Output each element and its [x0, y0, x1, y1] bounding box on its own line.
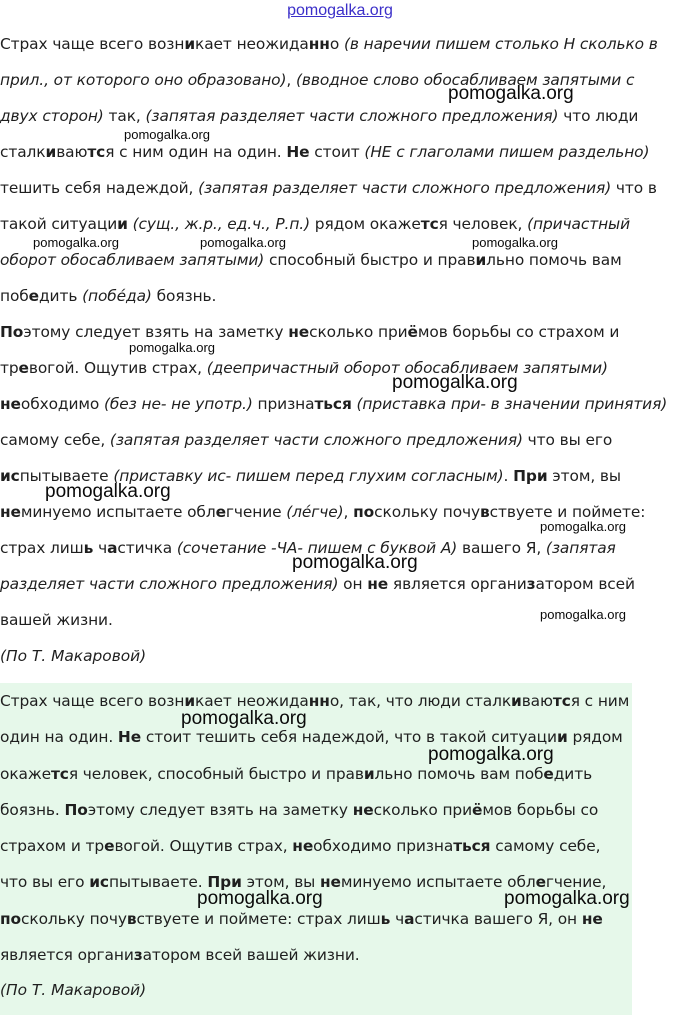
grammar-comment: (причастный оборот обосабливаем запятыми): [0, 215, 631, 269]
watermark: pomogalka.org: [129, 340, 215, 355]
watermark: pomogalka.org: [45, 481, 171, 502]
grammar-comment: (приставка при- в значении принятия): [356, 395, 668, 413]
grammar-comment: (вводное слово обосабливаем запятыми с двух сторон): [0, 71, 635, 125]
paragraph-1: Страх чаще всего возникает неожиданно (в наречии пишем столько Н сколько в прил., от которого оно образовано), (вводное слово обосабливаем запятыми с двух сторон) так, (запятая разделяет части сложного предложения) что люди сталкиваются с ним один на один. Не стоит (НЕ с глаголами пишем раздельно) тешить себя надеждой, (запятая разделяет части сложного предложения) что в такой ситуации (сущ., ж.р., ед.ч., Р.п.) рядом окажется человек, (причастный оборот обосабливаем запятыми) способный быстро и правильно помочь вам победить (побе́да) боязнь.: [0, 35, 658, 305]
answer-block: [0, 683, 632, 1015]
grammar-comment: (приставку ис- пишем перед глухим согласным): [113, 467, 504, 485]
grammar-comment: (побе́да): [82, 287, 152, 305]
source-attribution: (По Т. Макаровой): [0, 647, 147, 665]
grammar-comment: (деепричастный оборот обосабливаем запятыми): [206, 359, 608, 377]
grammar-comment: (ле́гче): [286, 503, 344, 521]
watermark: pomogalka.org: [197, 888, 323, 909]
watermark: pomogalka.org: [448, 83, 574, 104]
answer-source-attribution: (По Т. Макаровой): [0, 981, 147, 999]
site-link[interactable]: pomogalka.org: [287, 2, 393, 19]
grammar-comment: (в наречии пишем столько Н сколько в прил., от которого оно образовано): [0, 35, 658, 89]
grammar-comment: (запятая разделяет части сложного предложения): [109, 431, 523, 449]
watermark: pomogalka.org: [292, 552, 418, 573]
watermark: pomogalka.org: [181, 708, 307, 729]
analysis-text: [0, 26, 676, 638]
grammar-comment: (без не- не употр.): [103, 395, 253, 413]
watermark: pomogalka.org: [428, 744, 554, 765]
grammar-comment: (сущ., ж.р., ед.ч., Р.п.): [132, 215, 310, 233]
watermark: pomogalka.org: [124, 127, 210, 142]
watermark: pomogalka.org: [200, 235, 286, 250]
watermark: pomogalka.org: [504, 888, 630, 909]
paragraph-2: Поэтому следует взять на заметку несколько приёмов борьбы со страхом и тревогой. Ощутив страх, (деепричастный оборот обосабливаем запятыми) необходимо (без не- не употр.) признаться (приставка при- в значении принятия) самому себе, (запятая разделяет части сложного предложения) что вы его испытываете (приставку ис- пишем перед глухим согласным). При этом, вы неминуемо испытаете облегчение (ле́гче), поскольку почувствуете и поймете: страх лишь частичка (сочетание -ЧА- пишем с буквой А) вашего Я, (запятая разделяет части сложного предложения) он не является организатором всей вашей жизни.: [0, 323, 668, 629]
watermark: pomogalka.org: [540, 519, 626, 534]
watermark: pomogalka.org: [33, 235, 119, 250]
grammar-comment: (запятая разделяет части сложного предложения): [0, 539, 616, 593]
watermark: pomogalka.org: [472, 235, 558, 250]
grammar-comment: (сочетание -ЧА- пишем с буквой А): [176, 539, 458, 557]
answer-paragraph: Страх чаще всего возникает неожиданно, так, что люди сталкиваются с ним один на один. Не стоит тешить себя надеждой, что в такой ситуации рядом окажется человек, способный быстро и правильно помочь вам победить боязнь. Поэтому следует взять на заметку несколько приёмов борьбы со страхом и тревогой. Ощутив страх, необходимо признаться самому себе, что вы его испытываете. При этом, вы неминуемо испытаете облегчение, поскольку почувствуете и поймете: страх лишь частичка вашего Я, он не является организатором всей вашей жизни.: [0, 692, 630, 965]
answer-text: [0, 683, 630, 973]
watermark: pomogalka.org: [392, 372, 518, 393]
grammar-comment: (НЕ с глаголами пишем раздельно): [364, 143, 650, 161]
watermark: pomogalka.org: [540, 607, 626, 622]
grammar-comment: (запятая разделяет части сложного предложения): [198, 179, 612, 197]
grammar-comment: (запятая разделяет части сложного предложения): [145, 107, 559, 125]
